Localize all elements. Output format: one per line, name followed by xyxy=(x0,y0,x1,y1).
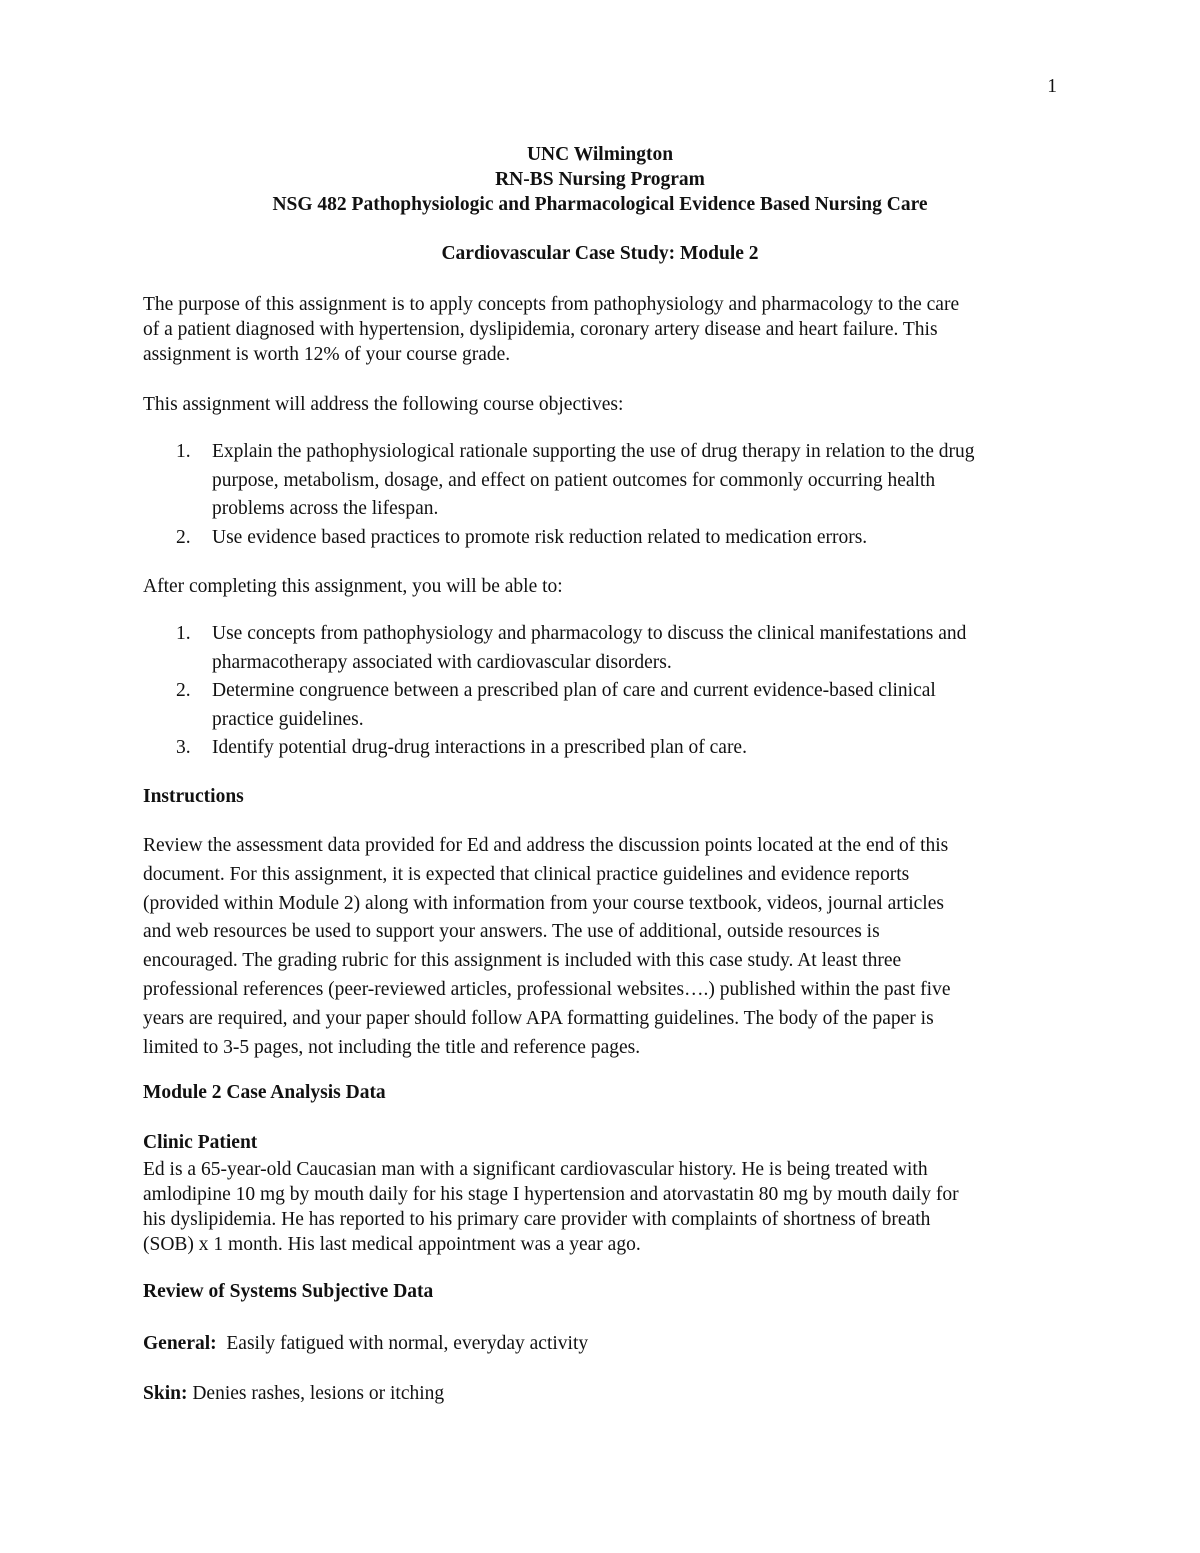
objectives-intro: This assignment will address the following course objectives: xyxy=(143,394,624,415)
program-name: RN-BS Nursing Program xyxy=(495,169,705,190)
list-number: 3. xyxy=(176,737,191,759)
clinic-patient-line: (SOB) x 1 month. His last medical appointment was a year ago. xyxy=(143,1234,641,1255)
skin-finding xyxy=(143,1381,1063,1406)
clinic-patient-heading: Clinic Patient xyxy=(143,1132,258,1153)
clinic-patient-line: Ed is a 65-year-old Caucasian man with a significant cardiovascular history. He is being treated with xyxy=(143,1159,928,1180)
list-number: 1. xyxy=(176,623,191,644)
page-number: 1 xyxy=(1047,76,1057,97)
instructions-line: limited to 3-5 pages, not including the title and reference pages. xyxy=(143,1036,641,1058)
list-number: 1. xyxy=(176,441,191,462)
document-header xyxy=(0,142,1200,217)
clinic-patient-paragraph xyxy=(143,1157,1063,1257)
case-data-heading: Module 2 Case Analysis Data xyxy=(143,1082,386,1103)
list-item-line: Use concepts from pathophysiology and pharmacology to discuss the clinical manifestations and xyxy=(212,623,967,644)
list-item-line: pharmacotherapy associated with cardiovascular disorders. xyxy=(212,651,672,673)
instructions-paragraph xyxy=(143,832,1063,1062)
instructions-line: document. For this assignment, it is expected that clinical practice guidelines and evidence reports xyxy=(143,863,910,885)
instructions-line: and web resources be used to support your answers. The use of additional, outside resources is xyxy=(143,921,880,943)
document-title: Cardiovascular Case Study: Module 2 xyxy=(441,243,759,264)
outcomes-intro: After completing this assignment, you will be able to: xyxy=(143,576,563,597)
purpose-paragraph xyxy=(143,292,1063,367)
ros-heading: Review of Systems Subjective Data xyxy=(143,1281,434,1302)
instructions-line: encouraged. The grading rubric for this assignment is included with this case study. At least three xyxy=(143,950,902,972)
list-item-line: Determine congruence between a prescribed plan of care and current evidence-based clinical xyxy=(212,680,936,702)
list-item xyxy=(143,524,1063,553)
instructions-line: years are required, and your paper should follow APA formatting guidelines. The body of the paper is xyxy=(143,1007,934,1029)
list-item-line: Use evidence based practices to promote risk reduction related to medication errors. xyxy=(212,526,868,548)
general-text: Easily fatigued with normal, everyday activity xyxy=(216,1333,589,1354)
purpose-line: The purpose of this assignment is to apply concepts from pathophysiology and pharmacology to the care xyxy=(143,294,960,315)
list-item-line: problems across the lifespan. xyxy=(212,498,439,520)
clinic-patient-line: amlodipine 10 mg by mouth daily for his stage I hypertension and atorvastatin 80 mg by mouth daily for xyxy=(143,1184,959,1205)
list-item-line: Identify potential drug-drug interactions in a prescribed plan of care. xyxy=(212,737,747,759)
general-label: General: xyxy=(143,1333,217,1354)
instructions-line: professional references (peer-reviewed articles, professional websites….) published within the past five xyxy=(143,978,951,1000)
skin-label: Skin: xyxy=(143,1383,188,1404)
list-item xyxy=(143,734,1063,763)
list-item xyxy=(143,620,1063,677)
skin-text: Denies rashes, lesions or itching xyxy=(187,1383,445,1404)
list-item xyxy=(143,438,1063,524)
list-item xyxy=(143,677,1063,734)
purpose-line: assignment is worth 12% of your course grade. xyxy=(143,344,511,365)
instructions-heading: Instructions xyxy=(143,786,244,807)
course-title: NSG 482 Pathophysiologic and Pharmacological Evidence Based Nursing Care xyxy=(272,194,928,215)
instructions-line: (provided within Module 2) along with information from your course textbook, videos, journal articles xyxy=(143,892,944,914)
list-item-line: practice guidelines. xyxy=(212,708,364,730)
outcomes-list xyxy=(143,620,1063,763)
general-finding xyxy=(143,1331,1063,1356)
list-number: 2. xyxy=(176,680,191,702)
list-item-line: Explain the pathophysiological rationale supporting the use of drug therapy in relation to the drug xyxy=(212,441,975,462)
clinic-patient-line: his dyslipidemia. He has reported to his primary care provider with complaints of shortness of breath xyxy=(143,1209,931,1230)
institution-name: UNC Wilmington xyxy=(526,144,674,165)
list-number: 2. xyxy=(176,526,191,548)
purpose-line: of a patient diagnosed with hypertension, dyslipidemia, coronary artery disease and heart failure. This xyxy=(143,319,938,340)
objectives-list xyxy=(143,438,1063,552)
list-item-line: purpose, metabolism, dosage, and effect on patient outcomes for commonly occurring health xyxy=(212,469,936,491)
instructions-line: Review the assessment data provided for Ed and address the discussion points located at the end of this xyxy=(143,835,949,856)
